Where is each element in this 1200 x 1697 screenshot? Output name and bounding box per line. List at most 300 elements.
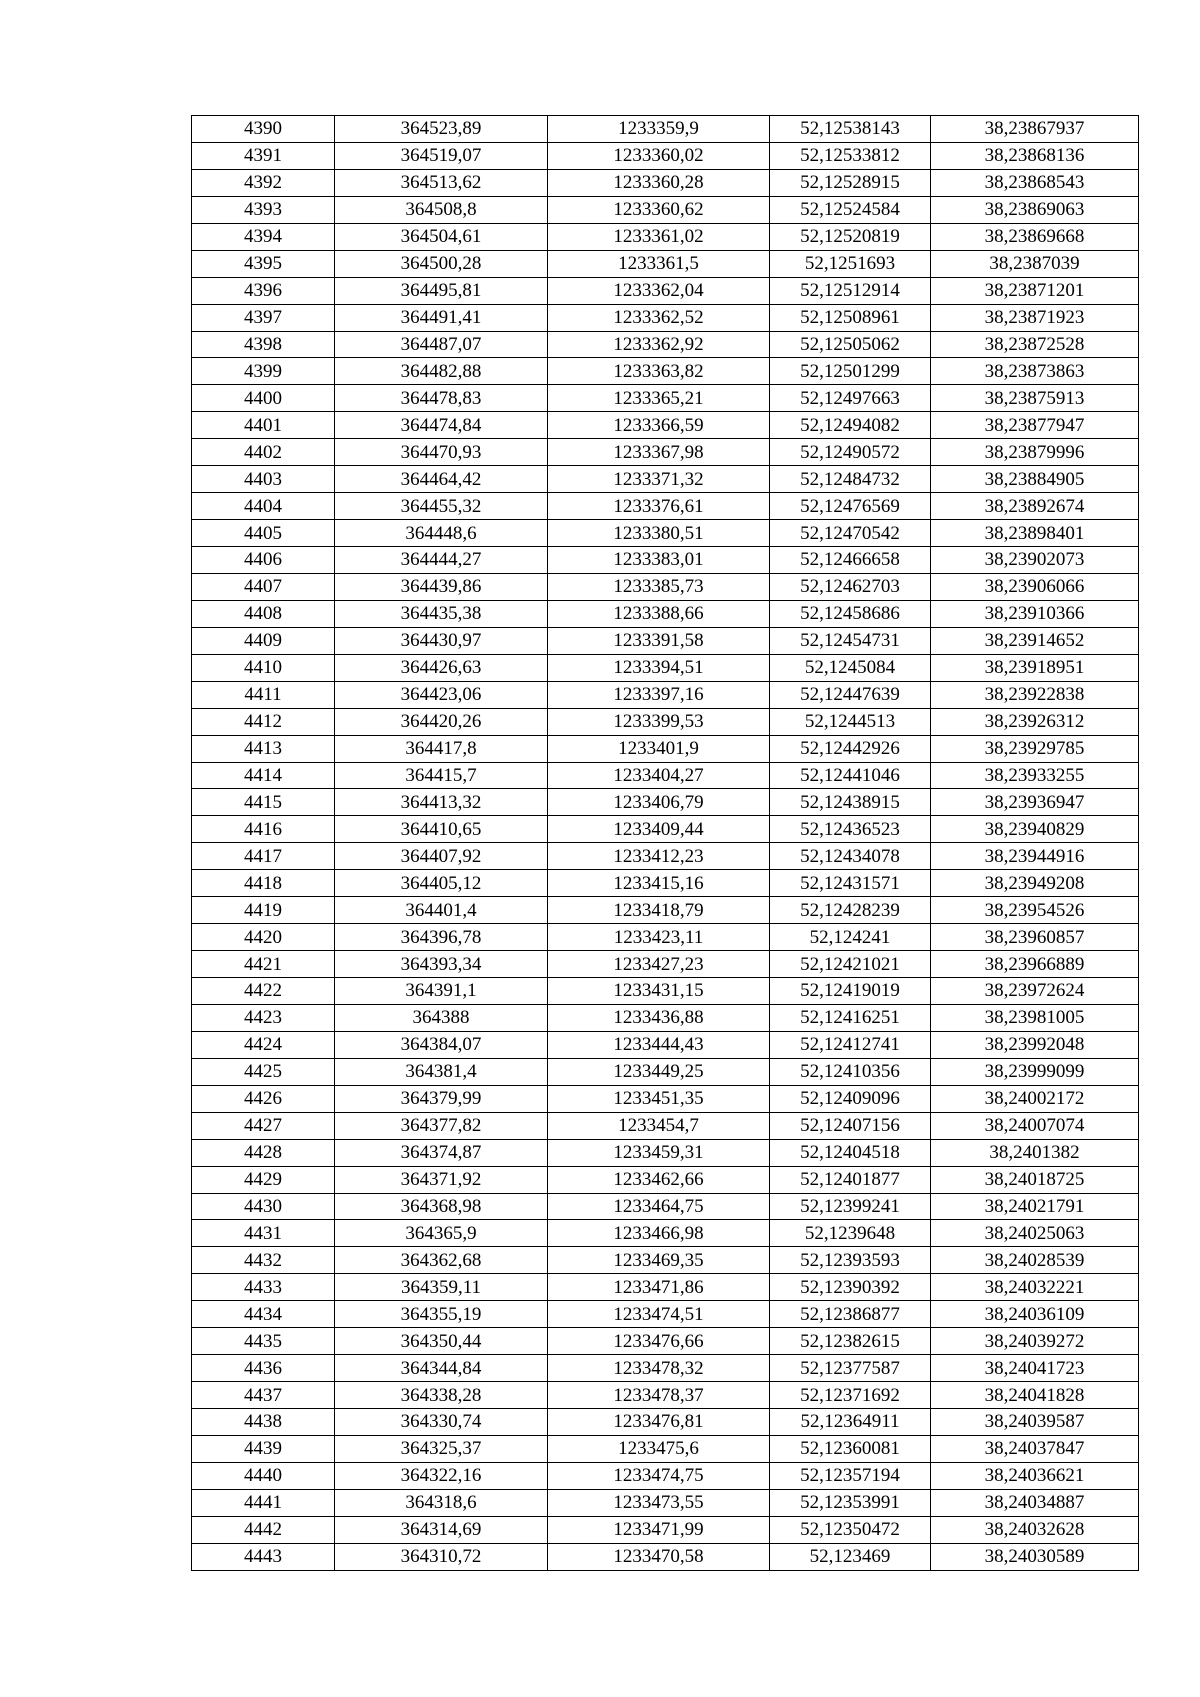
x-coordinate-cell: 364310,72 [335, 1543, 548, 1570]
y-coordinate-cell: 1233466,98 [548, 1220, 770, 1247]
y-coordinate-cell: 1233406,79 [548, 789, 770, 816]
latitude-cell: 52,12428239 [770, 897, 931, 924]
longitude-cell: 38,23954526 [931, 897, 1139, 924]
y-coordinate-cell: 1233361,02 [548, 223, 770, 250]
latitude-cell: 52,12512914 [770, 277, 931, 304]
longitude-cell: 38,2401382 [931, 1139, 1139, 1166]
latitude-cell: 52,12438915 [770, 789, 931, 816]
table-row [192, 1328, 1139, 1355]
table-row [192, 358, 1139, 385]
y-coordinate-cell: 1233436,88 [548, 1004, 770, 1031]
latitude-cell: 52,12410356 [770, 1058, 931, 1085]
x-coordinate-cell: 364401,4 [335, 897, 548, 924]
longitude-cell: 38,23981005 [931, 1004, 1139, 1031]
latitude-cell: 52,1239648 [770, 1220, 931, 1247]
x-coordinate-cell: 364491,41 [335, 304, 548, 331]
point-number-cell: 4392 [192, 169, 335, 196]
y-coordinate-cell: 1233451,35 [548, 1085, 770, 1112]
x-coordinate-cell: 364420,26 [335, 708, 548, 735]
point-number-cell: 4415 [192, 789, 335, 816]
longitude-cell: 38,24030589 [931, 1543, 1139, 1570]
y-coordinate-cell: 1233409,44 [548, 816, 770, 843]
longitude-cell: 38,24021791 [931, 1193, 1139, 1220]
point-number-cell: 4407 [192, 573, 335, 600]
table-row [192, 1085, 1139, 1112]
latitude-cell: 52,12377587 [770, 1355, 931, 1382]
latitude-cell: 52,12404518 [770, 1139, 931, 1166]
y-coordinate-cell: 1233376,61 [548, 493, 770, 520]
longitude-cell: 38,23872528 [931, 331, 1139, 358]
x-coordinate-cell: 364523,89 [335, 116, 548, 143]
y-coordinate-cell: 1233360,02 [548, 142, 770, 169]
point-number-cell: 4413 [192, 735, 335, 762]
point-number-cell: 4416 [192, 816, 335, 843]
y-coordinate-cell: 1233401,9 [548, 735, 770, 762]
point-number-cell: 4398 [192, 331, 335, 358]
point-number-cell: 4396 [192, 277, 335, 304]
x-coordinate-cell: 364391,1 [335, 978, 548, 1005]
latitude-cell: 52,12524584 [770, 196, 931, 223]
longitude-cell: 38,24041828 [931, 1382, 1139, 1409]
latitude-cell: 52,12350472 [770, 1516, 931, 1543]
y-coordinate-cell: 1233418,79 [548, 897, 770, 924]
table-row [192, 223, 1139, 250]
x-coordinate-cell: 364381,4 [335, 1058, 548, 1085]
longitude-cell: 38,24018725 [931, 1166, 1139, 1193]
point-number-cell: 4426 [192, 1085, 335, 1112]
longitude-cell: 38,23972624 [931, 978, 1139, 1005]
y-coordinate-cell: 1233380,51 [548, 520, 770, 547]
table-row [192, 493, 1139, 520]
table-row [192, 1462, 1139, 1489]
table-row [192, 1435, 1139, 1462]
point-number-cell: 4440 [192, 1462, 335, 1489]
point-number-cell: 4410 [192, 654, 335, 681]
y-coordinate-cell: 1233449,25 [548, 1058, 770, 1085]
longitude-cell: 38,23918951 [931, 654, 1139, 681]
point-number-cell: 4390 [192, 116, 335, 143]
x-coordinate-cell: 364350,44 [335, 1328, 548, 1355]
x-coordinate-cell: 364407,92 [335, 843, 548, 870]
latitude-cell: 52,12538143 [770, 116, 931, 143]
longitude-cell: 38,2387039 [931, 250, 1139, 277]
latitude-cell: 52,12371692 [770, 1382, 931, 1409]
y-coordinate-cell: 1233383,01 [548, 547, 770, 574]
longitude-cell: 38,24025063 [931, 1220, 1139, 1247]
x-coordinate-cell: 364368,98 [335, 1193, 548, 1220]
y-coordinate-cell: 1233478,32 [548, 1355, 770, 1382]
longitude-cell: 38,24007074 [931, 1112, 1139, 1139]
longitude-cell: 38,23933255 [931, 762, 1139, 789]
point-number-cell: 4441 [192, 1489, 335, 1516]
longitude-cell: 38,23929785 [931, 735, 1139, 762]
y-coordinate-cell: 1233366,59 [548, 412, 770, 439]
latitude-cell: 52,12528915 [770, 169, 931, 196]
y-coordinate-cell: 1233462,66 [548, 1166, 770, 1193]
x-coordinate-cell: 364410,65 [335, 816, 548, 843]
table-row [192, 1112, 1139, 1139]
x-coordinate-cell: 364413,32 [335, 789, 548, 816]
latitude-cell: 52,12505062 [770, 331, 931, 358]
latitude-cell: 52,12508961 [770, 304, 931, 331]
point-number-cell: 4399 [192, 358, 335, 385]
latitude-cell: 52,12399241 [770, 1193, 931, 1220]
table-row [192, 600, 1139, 627]
point-number-cell: 4424 [192, 1031, 335, 1058]
table-row [192, 412, 1139, 439]
latitude-cell: 52,12447639 [770, 681, 931, 708]
longitude-cell: 38,23871201 [931, 277, 1139, 304]
point-number-cell: 4433 [192, 1274, 335, 1301]
longitude-cell: 38,23873863 [931, 358, 1139, 385]
table-row [192, 816, 1139, 843]
longitude-cell: 38,23914652 [931, 627, 1139, 654]
table-row [192, 331, 1139, 358]
x-coordinate-cell: 364504,61 [335, 223, 548, 250]
point-number-cell: 4418 [192, 870, 335, 897]
y-coordinate-cell: 1233365,21 [548, 385, 770, 412]
x-coordinate-cell: 364519,07 [335, 142, 548, 169]
x-coordinate-cell: 364393,34 [335, 951, 548, 978]
table-row [192, 654, 1139, 681]
latitude-cell: 52,12393593 [770, 1247, 931, 1274]
y-coordinate-cell: 1233459,31 [548, 1139, 770, 1166]
latitude-cell: 52,12476569 [770, 493, 931, 520]
longitude-cell: 38,23906066 [931, 573, 1139, 600]
x-coordinate-cell: 364470,93 [335, 439, 548, 466]
longitude-cell: 38,23875913 [931, 385, 1139, 412]
table-row [192, 1139, 1139, 1166]
x-coordinate-cell: 364482,88 [335, 358, 548, 385]
point-number-cell: 4417 [192, 843, 335, 870]
longitude-cell: 38,23960857 [931, 924, 1139, 951]
table-row [192, 1166, 1139, 1193]
x-coordinate-cell: 364377,82 [335, 1112, 548, 1139]
longitude-cell: 38,24036621 [931, 1462, 1139, 1489]
y-coordinate-cell: 1233394,51 [548, 654, 770, 681]
table-row [192, 1301, 1139, 1328]
latitude-cell: 52,12434078 [770, 843, 931, 870]
x-coordinate-cell: 364448,6 [335, 520, 548, 547]
point-number-cell: 4443 [192, 1543, 335, 1570]
point-number-cell: 4411 [192, 681, 335, 708]
longitude-cell: 38,23944916 [931, 843, 1139, 870]
x-coordinate-cell: 364318,6 [335, 1489, 548, 1516]
y-coordinate-cell: 1233415,16 [548, 870, 770, 897]
coordinates-table [191, 115, 1139, 1571]
point-number-cell: 4434 [192, 1301, 335, 1328]
point-number-cell: 4439 [192, 1435, 335, 1462]
table-row [192, 708, 1139, 735]
y-coordinate-cell: 1233423,11 [548, 924, 770, 951]
latitude-cell: 52,12436523 [770, 816, 931, 843]
latitude-cell: 52,12386877 [770, 1301, 931, 1328]
table-row [192, 1247, 1139, 1274]
x-coordinate-cell: 364405,12 [335, 870, 548, 897]
point-number-cell: 4428 [192, 1139, 335, 1166]
table-row [192, 924, 1139, 951]
latitude-cell: 52,1251693 [770, 250, 931, 277]
latitude-cell: 52,12462703 [770, 573, 931, 600]
y-coordinate-cell: 1233360,62 [548, 196, 770, 223]
longitude-cell: 38,24032628 [931, 1516, 1139, 1543]
latitude-cell: 52,12401877 [770, 1166, 931, 1193]
table-row [192, 304, 1139, 331]
table-row [192, 1543, 1139, 1570]
point-number-cell: 4395 [192, 250, 335, 277]
longitude-cell: 38,23922838 [931, 681, 1139, 708]
point-number-cell: 4422 [192, 978, 335, 1005]
table-row [192, 142, 1139, 169]
longitude-cell: 38,23940829 [931, 816, 1139, 843]
x-coordinate-cell: 364371,92 [335, 1166, 548, 1193]
table-row [192, 573, 1139, 600]
longitude-cell: 38,24036109 [931, 1301, 1139, 1328]
table-row [192, 1220, 1139, 1247]
y-coordinate-cell: 1233444,43 [548, 1031, 770, 1058]
y-coordinate-cell: 1233359,9 [548, 116, 770, 143]
longitude-cell: 38,23910366 [931, 600, 1139, 627]
table-row [192, 1409, 1139, 1436]
longitude-cell: 38,23966889 [931, 951, 1139, 978]
y-coordinate-cell: 1233474,51 [548, 1301, 770, 1328]
longitude-cell: 38,23884905 [931, 466, 1139, 493]
longitude-cell: 38,23871923 [931, 304, 1139, 331]
y-coordinate-cell: 1233473,55 [548, 1489, 770, 1516]
table-row [192, 735, 1139, 762]
longitude-cell: 38,23877947 [931, 412, 1139, 439]
longitude-cell: 38,23902073 [931, 547, 1139, 574]
x-coordinate-cell: 364426,63 [335, 654, 548, 681]
y-coordinate-cell: 1233464,75 [548, 1193, 770, 1220]
longitude-cell: 38,23868136 [931, 142, 1139, 169]
latitude-cell: 52,12466658 [770, 547, 931, 574]
table-row [192, 196, 1139, 223]
latitude-cell: 52,12419019 [770, 978, 931, 1005]
table-row [192, 439, 1139, 466]
x-coordinate-cell: 364478,83 [335, 385, 548, 412]
latitude-cell: 52,123469 [770, 1543, 931, 1570]
point-number-cell: 4404 [192, 493, 335, 520]
latitude-cell: 52,12390392 [770, 1274, 931, 1301]
longitude-cell: 38,23867937 [931, 116, 1139, 143]
table-row [192, 1274, 1139, 1301]
x-coordinate-cell: 364344,84 [335, 1355, 548, 1382]
y-coordinate-cell: 1233385,73 [548, 573, 770, 600]
point-number-cell: 4401 [192, 412, 335, 439]
table-row [192, 1031, 1139, 1058]
latitude-cell: 52,12353991 [770, 1489, 931, 1516]
y-coordinate-cell: 1233454,7 [548, 1112, 770, 1139]
x-coordinate-cell: 364444,27 [335, 547, 548, 574]
table-row [192, 277, 1139, 304]
table-row [192, 1382, 1139, 1409]
latitude-cell: 52,124241 [770, 924, 931, 951]
x-coordinate-cell: 364325,37 [335, 1435, 548, 1462]
table-row [192, 681, 1139, 708]
table-row [192, 385, 1139, 412]
point-number-cell: 4393 [192, 196, 335, 223]
table-row [192, 520, 1139, 547]
latitude-cell: 52,12470542 [770, 520, 931, 547]
latitude-cell: 52,12490572 [770, 439, 931, 466]
y-coordinate-cell: 1233363,82 [548, 358, 770, 385]
longitude-cell: 38,23926312 [931, 708, 1139, 735]
y-coordinate-cell: 1233470,58 [548, 1543, 770, 1570]
longitude-cell: 38,23936947 [931, 789, 1139, 816]
x-coordinate-cell: 364415,7 [335, 762, 548, 789]
point-number-cell: 4429 [192, 1166, 335, 1193]
point-number-cell: 4420 [192, 924, 335, 951]
longitude-cell: 38,24041723 [931, 1355, 1139, 1382]
latitude-cell: 52,12454731 [770, 627, 931, 654]
longitude-cell: 38,24028539 [931, 1247, 1139, 1274]
point-number-cell: 4403 [192, 466, 335, 493]
x-coordinate-cell: 364384,07 [335, 1031, 548, 1058]
latitude-cell: 52,12501299 [770, 358, 931, 385]
point-number-cell: 4402 [192, 439, 335, 466]
y-coordinate-cell: 1233412,23 [548, 843, 770, 870]
point-number-cell: 4409 [192, 627, 335, 654]
table-row [192, 466, 1139, 493]
x-coordinate-cell: 364439,86 [335, 573, 548, 600]
point-number-cell: 4421 [192, 951, 335, 978]
x-coordinate-cell: 364508,8 [335, 196, 548, 223]
x-coordinate-cell: 364430,97 [335, 627, 548, 654]
latitude-cell: 52,12520819 [770, 223, 931, 250]
y-coordinate-cell: 1233471,86 [548, 1274, 770, 1301]
y-coordinate-cell: 1233371,32 [548, 466, 770, 493]
latitude-cell: 52,12364911 [770, 1409, 931, 1436]
x-coordinate-cell: 364487,07 [335, 331, 548, 358]
point-number-cell: 4438 [192, 1409, 335, 1436]
y-coordinate-cell: 1233388,66 [548, 600, 770, 627]
y-coordinate-cell: 1233476,66 [548, 1328, 770, 1355]
x-coordinate-cell: 364355,19 [335, 1301, 548, 1328]
x-coordinate-cell: 364359,11 [335, 1274, 548, 1301]
longitude-cell: 38,23879996 [931, 439, 1139, 466]
table-row [192, 789, 1139, 816]
table-row [192, 1193, 1139, 1220]
y-coordinate-cell: 1233397,16 [548, 681, 770, 708]
y-coordinate-cell: 1233361,5 [548, 250, 770, 277]
longitude-cell: 38,23868543 [931, 169, 1139, 196]
point-number-cell: 4425 [192, 1058, 335, 1085]
point-number-cell: 4419 [192, 897, 335, 924]
point-number-cell: 4414 [192, 762, 335, 789]
y-coordinate-cell: 1233399,53 [548, 708, 770, 735]
latitude-cell: 52,12442926 [770, 735, 931, 762]
point-number-cell: 4427 [192, 1112, 335, 1139]
x-coordinate-cell: 364435,38 [335, 600, 548, 627]
latitude-cell: 52,12416251 [770, 1004, 931, 1031]
y-coordinate-cell: 1233474,75 [548, 1462, 770, 1489]
y-coordinate-cell: 1233360,28 [548, 169, 770, 196]
x-coordinate-cell: 364500,28 [335, 250, 548, 277]
table-row [192, 897, 1139, 924]
x-coordinate-cell: 364374,87 [335, 1139, 548, 1166]
table-row [192, 762, 1139, 789]
latitude-cell: 52,12360081 [770, 1435, 931, 1462]
y-coordinate-cell: 1233367,98 [548, 439, 770, 466]
x-coordinate-cell: 364464,42 [335, 466, 548, 493]
x-coordinate-cell: 364322,16 [335, 1462, 548, 1489]
point-number-cell: 4412 [192, 708, 335, 735]
table-row [192, 627, 1139, 654]
table-row [192, 1058, 1139, 1085]
coordinates-table-body [192, 116, 1139, 1571]
y-coordinate-cell: 1233427,23 [548, 951, 770, 978]
x-coordinate-cell: 364388 [335, 1004, 548, 1031]
latitude-cell: 52,12497663 [770, 385, 931, 412]
point-number-cell: 4397 [192, 304, 335, 331]
point-number-cell: 4432 [192, 1247, 335, 1274]
point-number-cell: 4430 [192, 1193, 335, 1220]
point-number-cell: 4400 [192, 385, 335, 412]
longitude-cell: 38,24002172 [931, 1085, 1139, 1112]
y-coordinate-cell: 1233469,35 [548, 1247, 770, 1274]
point-number-cell: 4408 [192, 600, 335, 627]
x-coordinate-cell: 364495,81 [335, 277, 548, 304]
table-row [192, 1516, 1139, 1543]
longitude-cell: 38,24039272 [931, 1328, 1139, 1355]
latitude-cell: 52,12494082 [770, 412, 931, 439]
table-row [192, 1355, 1139, 1382]
table-row [192, 951, 1139, 978]
table-row [192, 843, 1139, 870]
latitude-cell: 52,12407156 [770, 1112, 931, 1139]
longitude-cell: 38,24037847 [931, 1435, 1139, 1462]
y-coordinate-cell: 1233478,37 [548, 1382, 770, 1409]
table-row [192, 978, 1139, 1005]
x-coordinate-cell: 364513,62 [335, 169, 548, 196]
table-row [192, 547, 1139, 574]
longitude-cell: 38,23992048 [931, 1031, 1139, 1058]
point-number-cell: 4423 [192, 1004, 335, 1031]
table-row [192, 116, 1139, 143]
longitude-cell: 38,23898401 [931, 520, 1139, 547]
latitude-cell: 52,12458686 [770, 600, 931, 627]
x-coordinate-cell: 364362,68 [335, 1247, 548, 1274]
point-number-cell: 4431 [192, 1220, 335, 1247]
table-row [192, 1489, 1139, 1516]
latitude-cell: 52,12533812 [770, 142, 931, 169]
x-coordinate-cell: 364379,99 [335, 1085, 548, 1112]
x-coordinate-cell: 364338,28 [335, 1382, 548, 1409]
x-coordinate-cell: 364314,69 [335, 1516, 548, 1543]
latitude-cell: 52,12431571 [770, 870, 931, 897]
y-coordinate-cell: 1233431,15 [548, 978, 770, 1005]
point-number-cell: 4394 [192, 223, 335, 250]
longitude-cell: 38,23892674 [931, 493, 1139, 520]
longitude-cell: 38,24039587 [931, 1409, 1139, 1436]
x-coordinate-cell: 364396,78 [335, 924, 548, 951]
table-row [192, 1004, 1139, 1031]
latitude-cell: 52,12484732 [770, 466, 931, 493]
latitude-cell: 52,12382615 [770, 1328, 931, 1355]
y-coordinate-cell: 1233362,92 [548, 331, 770, 358]
latitude-cell: 52,12441046 [770, 762, 931, 789]
table-row [192, 870, 1139, 897]
x-coordinate-cell: 364417,8 [335, 735, 548, 762]
y-coordinate-cell: 1233362,52 [548, 304, 770, 331]
point-number-cell: 4435 [192, 1328, 335, 1355]
longitude-cell: 38,24034887 [931, 1489, 1139, 1516]
latitude-cell: 52,1244513 [770, 708, 931, 735]
latitude-cell: 52,12412741 [770, 1031, 931, 1058]
longitude-cell: 38,23949208 [931, 870, 1139, 897]
point-number-cell: 4437 [192, 1382, 335, 1409]
